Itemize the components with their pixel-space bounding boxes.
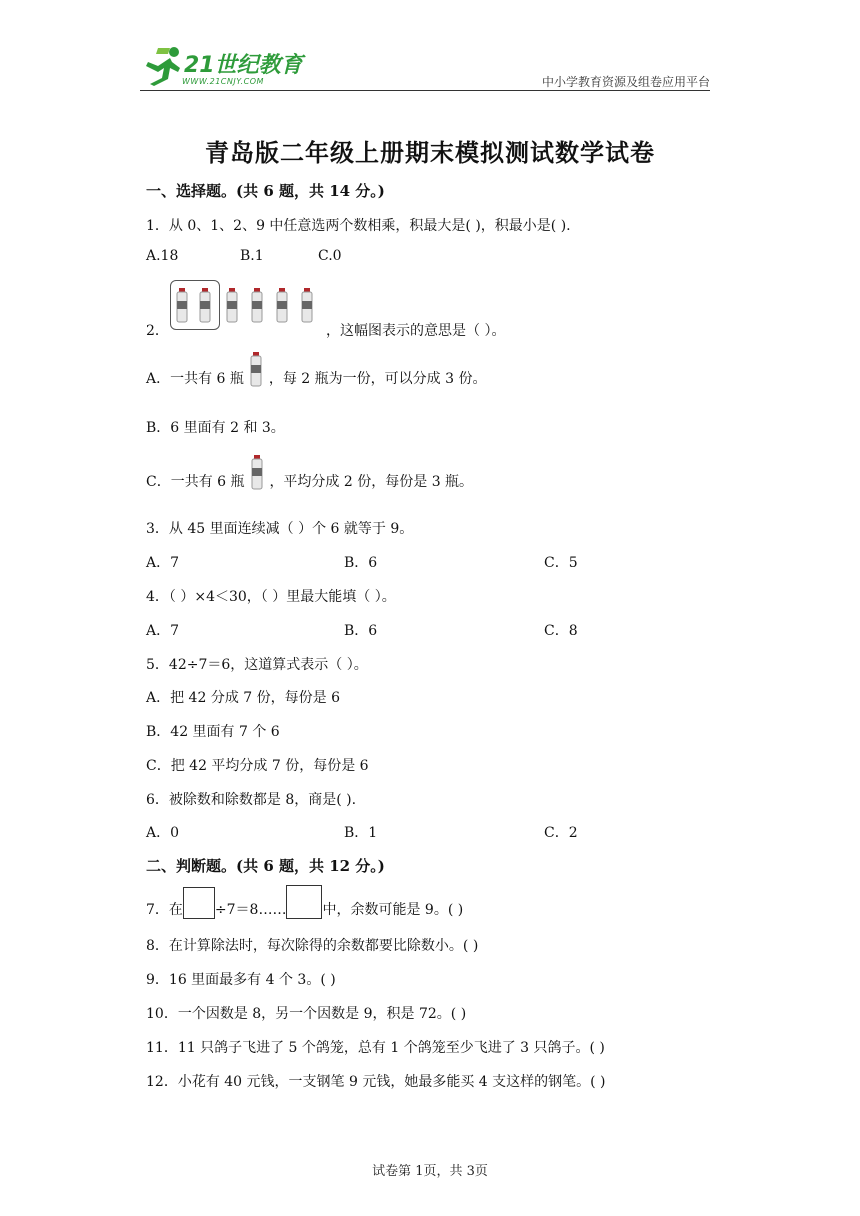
option-c: C.0 [318,248,342,264]
platform-text: 中小学教育资源及组卷应用平台 [541,75,710,89]
bottle-icon [177,288,187,322]
option-a: A．0 [146,825,180,841]
option-c: C．5 [544,555,578,571]
question-5: 5．42÷7＝6，这道算式表示（ ）。 [146,657,368,673]
option-c-pre: C．一共有 6 瓶 [146,474,245,490]
option-c: C．8 [544,623,578,639]
option-a: A.18 [146,248,179,264]
option-a-post: ，每 2 瓶为一份，可以分成 3 份。 [268,371,487,387]
question-12: 12．小花有 40 元钱，一支钢笔 9 元钱，她最多能买 4 支这样的钢笔。( ) [146,1074,606,1090]
option-c-post: ，平均分成 2 份，每份是 3 瓶。 [269,474,474,490]
option-a: A．7 [146,623,180,639]
question-7 [146,885,463,919]
page-footer: 试卷第 1页，共 3页 [372,1164,488,1179]
question-2-number: 2． [146,323,169,339]
bottle-icon [277,288,287,322]
option-a: A．7 [146,555,180,571]
option-a [146,352,486,392]
logo-url: WWW.21CNJY.COM [182,77,264,86]
question-6: 6．被除数和除数都是 8，商是( ). [146,792,357,808]
question-8: 8．在计算除法时，每次除得的余数都要比除数小。( ) [146,938,479,954]
page-title: 青岛版二年级上册期末模拟测试数学试卷 [205,138,655,167]
option-a: A．把 42 分成 7 份，每份是 6 [146,690,340,706]
bottle-icon [227,288,237,322]
question-2: ，这幅图表示的意思是（ ）。 [326,323,506,339]
option-b: B．6 [344,555,378,571]
option-c: C．把 42 平均分成 7 份，每份是 6 [146,758,369,774]
question-1: 1．从 0、1、2、9 中任意选两个数相乘，积最大是( )，积最小是( ). [146,218,571,234]
question-7-part-b: ÷7＝8…… [214,902,287,918]
blank-box [183,887,215,919]
section-heading: 二、判断题。(共 6 题，共 12 分。) [146,857,385,875]
bottle-icon [248,352,264,388]
option-b: B．6 [344,623,378,639]
bottle-icon [252,288,262,322]
blank-box [286,885,322,919]
runner-logo-icon [140,46,184,86]
question-7-part-c: 中，余数可能是 9。( ) [322,902,464,918]
option-b: B．1 [344,825,378,841]
header-rule [140,90,710,91]
question-11: 11．11 只鸽子飞进了 5 个鸽笼，总有 1 个鸽笼至少飞进了 3 只鸽子。( ) [146,1040,605,1056]
option-c [146,455,473,495]
bottles-figure [170,280,330,330]
option-a-pre: A．一共有 6 瓶 [146,371,244,387]
question-3: 3．从 45 里面连续减（ ）个 6 就等于 9。 [146,521,414,537]
option-c: C．2 [544,825,578,841]
bottle-icon [302,288,312,322]
question-4: 4．（ ）×4＜30，（ ）里最大能填（ ）。 [146,589,396,605]
logo [140,44,310,90]
question-7-part-a: 7．在 [146,902,183,918]
question-9: 9．16 里面最多有 4 个 3。( ) [146,972,336,988]
question-10: 10．一个因数是 8，另一个因数是 9，积是 72。( ) [146,1006,467,1022]
bottle-icon [249,455,265,491]
logo-text: 21世纪教育 [184,53,303,78]
option-b: B.1 [240,248,264,264]
option-b: B．42 里面有 7 个 6 [146,724,280,740]
option-b: B．6 里面有 2 和 3。 [146,420,285,436]
bottle-icon [200,288,210,322]
section-heading: 一、选择题。(共 6 题，共 14 分。) [146,182,385,200]
